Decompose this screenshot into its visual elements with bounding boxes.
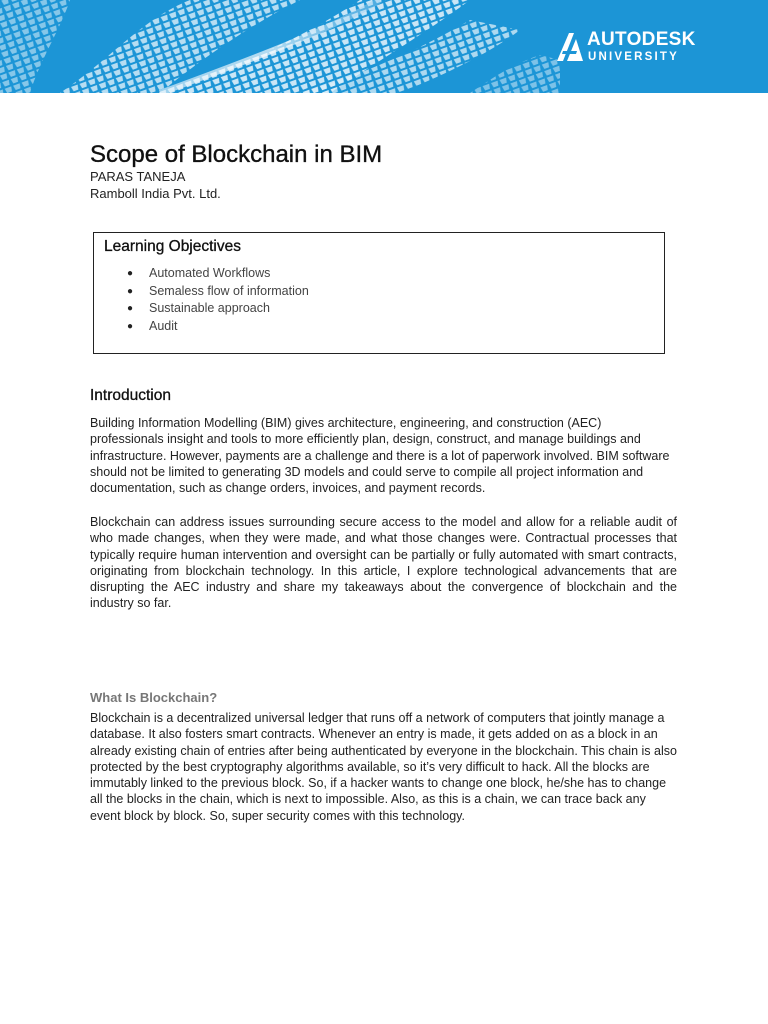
list-item <box>127 283 309 301</box>
autodesk-university-logo <box>557 27 696 67</box>
mesh-artwork <box>0 0 560 93</box>
introduction-heading: Introduction <box>90 387 171 404</box>
what-is-blockchain-paragraph: Blockchain is a decentralized universal ledger that runs off a network of computers that jointly manage a database. It also fosters smart contracts. Whenever an entry is made, it gets added on as a block in an already existing chain of entries after being authenticated by everyone in the blockchain. This chain is also protected by the best cryptography algorithms available, so it’s very difficult to hack. All the blocks are immutably linked to the previous block. So, if a hacker wants to change one block, he/she has to change all the blocks in the chain, which is next to impossible. Also, as this is a chain, we can trace back any event block by block. So, super security comes with this technology. <box>90 711 677 823</box>
document-title: Scope of Blockchain in BIM <box>90 141 383 168</box>
author-organization: Ramboll India Pvt. Ltd. <box>90 186 221 201</box>
learning-objectives-heading: Learning Objectives <box>104 238 241 255</box>
introduction-paragraph-1: Building Information Modelling (BIM) gives architecture, engineering, and construction (AEC) professionals insight and tools to more efficiently plan, design, construct, and manage buildings and infrastructure. However, payments are a challenge and there is a lot of paperwork involved. BIM software should not be limited to generating 3D models and could serve to compile all project information and documentation, such as change orders, invoices, and payment records. <box>90 416 670 496</box>
autodesk-logo-icon <box>557 33 583 61</box>
list-item <box>127 300 309 318</box>
bullet-icon: ● <box>127 285 134 297</box>
learning-objectives-box <box>93 232 665 354</box>
what-is-blockchain-heading: What Is Blockchain? <box>90 690 218 705</box>
header-banner <box>0 0 768 93</box>
bullet-icon: ● <box>127 303 134 315</box>
brand-name: AUTODESK <box>587 29 696 51</box>
list-item-label: Audit <box>149 318 178 333</box>
learning-objectives-list <box>127 265 309 335</box>
introduction-paragraph-2: Blockchain can address issues surrounding secure access to the model and allow for a reliable audit of who made changes, when they were made, and what those changes were. Contractual processes that typically require human intervention and oversight can be partially or fully automated with smart contracts, originating from blockchain technology. In this article, I explore technological advancements that are disrupting the AEC industry and share my takeaways about the convergence of blockchain and the industry so far. <box>90 515 677 611</box>
list-item-label: Semaless flow of information <box>149 283 309 298</box>
bullet-icon: ● <box>127 268 134 279</box>
list-item <box>127 318 309 336</box>
author-name: PARAS TANEJA <box>90 169 186 184</box>
list-item-label: Automated Workflows <box>149 266 271 280</box>
brand-subtitle: UNIVERSITY <box>588 51 680 64</box>
bullet-icon: ● <box>127 320 134 332</box>
list-item-label: Sustainable approach <box>149 301 270 316</box>
list-item <box>127 265 309 283</box>
